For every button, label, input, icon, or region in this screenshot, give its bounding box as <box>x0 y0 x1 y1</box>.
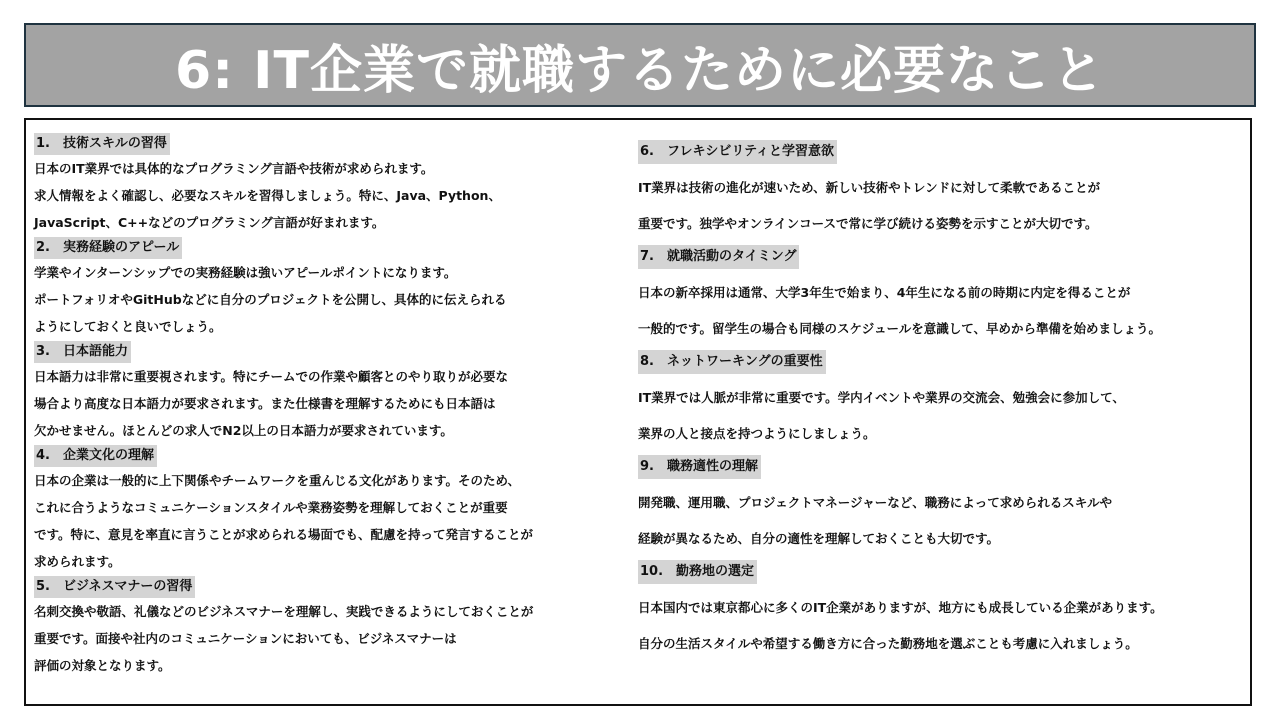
section-text-line: 場合より高度な日本語力が要求されます。また仕様書を理解するためにも日本語は <box>34 396 496 411</box>
section-heading: 1. 技術スキルの習得 <box>34 133 170 155</box>
section-text-line: 日本語力は非常に重要視されます。特にチームでの作業や顧客とのやり取りが必要な <box>34 369 509 384</box>
section-text-line: ポートフォリオやGitHubなどに自分のプロジェクトを公開し、具体的に伝えられる <box>34 292 507 307</box>
section-3 <box>34 340 634 444</box>
section-heading: 2. 実務経験のアピール <box>34 237 182 259</box>
section-6 <box>638 140 1252 242</box>
content-box <box>24 118 1252 706</box>
section-heading: 10. 勤務地の選定 <box>638 560 757 584</box>
section-heading: 3. 日本語能力 <box>34 341 131 363</box>
section-1 <box>34 132 634 236</box>
section-heading: 8. ネットワーキングの重要性 <box>638 350 826 374</box>
title-banner <box>24 23 1256 107</box>
section-text-line: 求人情報をよく確認し、必要なスキルを習得しましょう。特に、Java、Python、 <box>34 188 501 203</box>
section-text-line: 日本のIT業界では具体的なプログラミング言語や技術が求められます。 <box>34 161 434 176</box>
section-text-line: 経験が異なるため、自分の適性を理解しておくことも大切です。 <box>638 531 1000 546</box>
section-text-line: JavaScript、C++などのプログラミング言語が好まれます。 <box>34 215 385 230</box>
section-heading: 5. ビジネスマナーの習得 <box>34 576 195 598</box>
section-text-line: 日本国内では東京都心に多くのIT企業がありますが、地方にも成長している企業があります。 <box>638 600 1163 615</box>
left-column <box>34 132 634 679</box>
page-title: 6: IT企業で就職するために必要なこと <box>175 40 1105 101</box>
section-text-line: 日本の新卒採用は通常、大学3年生で始まり、4年生になる前の時期に内定を得ることが <box>638 285 1131 300</box>
section-text-line: 自分の生活スタイルや希望する働き方に合った勤務地を選ぶことも考慮に入れましょう。 <box>638 636 1138 651</box>
section-heading: 4. 企業文化の理解 <box>34 445 157 467</box>
right-column <box>638 140 1252 665</box>
section-text-line: 一般的です。留学生の場合も同様のスケジュールを意識して、早めから準備を始めましょう。 <box>638 321 1162 336</box>
section-text-line: IT業界では人脈が非常に重要です。学内イベントや業界の交流会、勉強会に参加して、 <box>638 390 1125 405</box>
section-8 <box>638 350 1252 452</box>
section-2 <box>34 236 634 340</box>
section-text-line: ようにしておくと良いでしょう。 <box>34 319 222 334</box>
section-text-line: です。特に、意見を率直に言うことが求められる場面でも、配慮を持って発言することが <box>34 527 534 542</box>
section-text-line: 欠かせません。ほとんどの求人でN2以上の日本語力が要求されています。 <box>34 423 453 438</box>
section-text-line: 開発職、運用職、プロジェクトマネージャーなど、職務によって求められるスキルや <box>638 495 1113 510</box>
section-text-line: 重要です。独学やオンラインコースで常に学び続ける姿勢を示すことが大切です。 <box>638 216 1098 231</box>
section-text-line: IT業界は技術の進化が速いため、新しい技術やトレンドに対して柔軟であることが <box>638 180 1101 195</box>
section-heading: 9. 職務適性の理解 <box>638 455 761 479</box>
section-10 <box>638 560 1252 662</box>
section-9 <box>638 455 1252 557</box>
section-text-line: 日本の企業は一般的に上下関係やチームワークを重んじる文化があります。そのため、 <box>34 473 521 488</box>
section-text-line: 重要です。面接や社内のコミュニケーションにおいても、ビジネスマナーは <box>34 631 457 646</box>
section-text-line: 求められます。 <box>34 554 121 569</box>
section-text-line: 評価の対象となります。 <box>34 658 171 673</box>
section-heading: 7. 就職活動のタイミング <box>638 245 799 269</box>
section-text-line: 業界の人と接点を持つようにしましょう。 <box>638 426 876 441</box>
section-heading: 6. フレキシビリティと学習意欲 <box>638 140 837 164</box>
section-text-line: これに合うようなコミュニケーションスタイルや業務姿勢を理解しておくことが重要 <box>34 500 508 515</box>
section-4 <box>34 444 634 575</box>
section-text-line: 学業やインターンシップでの実務経験は強いアピールポイントになります。 <box>34 265 457 280</box>
section-text-line: 名刺交換や敬語、礼儀などのビジネスマナーを理解し、実践できるようにしておくことが <box>34 604 534 619</box>
section-5 <box>34 575 634 679</box>
section-7 <box>638 245 1252 347</box>
